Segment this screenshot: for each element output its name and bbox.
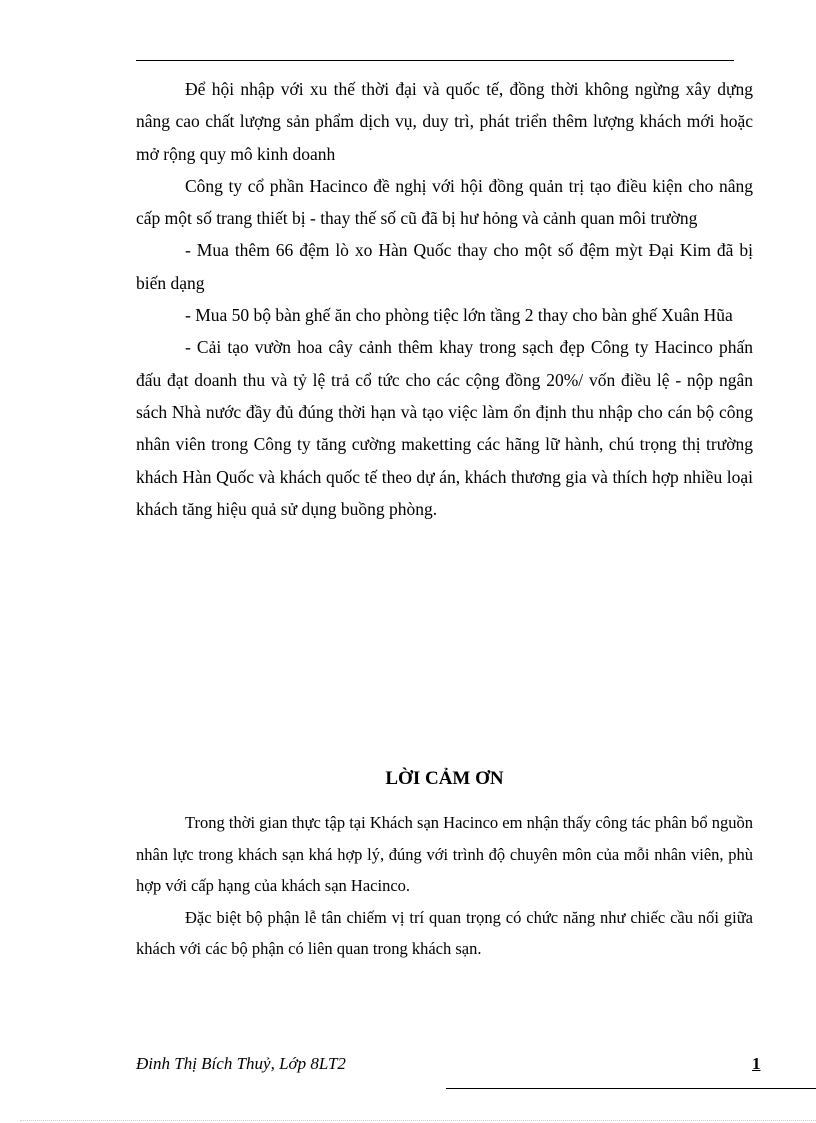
paragraph: Để hội nhập với xu thế thời đại và quốc tế, đồng thời không ngừng xây dựng nâng cao chất lượng sản phẩm dịch vụ, duy trì, phát triển thêm lượng khách mới hoặc mở rộng quy mô kinh doanh <box>136 79 753 164</box>
page-number: 1 <box>752 1054 761 1073</box>
paragraph: Trong thời gian thực tập tại Khách sạn Hacinco em nhận thấy công tác phân bổ nguồn nhân lực trong khách sạn khá hợp lý, đúng với trình độ chuyên môn của mỗi nhân viên, phù hợp với cấp hạng của khách sạn Hacinco. <box>136 813 753 895</box>
main-body <box>136 73 753 525</box>
footer-author: Đinh Thị Bích Thuỷ, Lớp 8LT2 <box>136 1054 346 1073</box>
paragraph: Đặc biệt bộ phận lễ tân chiếm vị trí quan trọng có chức năng như chiếc cầu nối giữa khách với các bộ phận có liên quan trong khách sạn. <box>136 907 753 958</box>
paragraph: - Mua thêm 66 đệm lò xo Hàn Quốc thay cho một số đệm mỳt Đại Kim đã bị biến dạng <box>136 240 753 293</box>
footer-rule <box>446 1088 816 1089</box>
page-edge-rule <box>20 1120 816 1121</box>
paragraph: - Mua 50 bộ bàn ghế ăn cho phòng tiệc lớn tầng 2 thay cho bàn ghế Xuân Hũa <box>185 305 733 326</box>
acknowledgement-body <box>136 807 753 965</box>
paragraph: - Cải tạo vườn hoa cây cảnh thêm khay trong sạch đẹp Công ty Hacinco phấn đấu đạt doanh thu và tỷ lệ trả cổ tức cho các cộng đồng 20%/ vốn điều lệ - nộp ngân sách Nhà nước đầy đủ đúng thời hạn và tạo việc làm ổn định thu nhập cho cán bộ công nhân viên trong Công ty tăng cường maketting các hãng lữ hành, chú trọng thị trường khách Hàn Quốc và khách quốc tế theo dự án, khách thương gia và thích hợp nhiều loại khách tăng hiệu quả sử dụng buồng phòng. <box>136 337 753 519</box>
paragraph: Công ty cổ phần Hacinco đề nghị với hội đồng quản trị tạo điều kiện cho nâng cấp một số trang thiết bị - thay thế số cũ đã bị hư hỏng và cảnh quan môi trường <box>136 175 753 229</box>
section-title: LỜI CẢM ƠN <box>385 768 504 789</box>
header-rule <box>136 60 734 61</box>
